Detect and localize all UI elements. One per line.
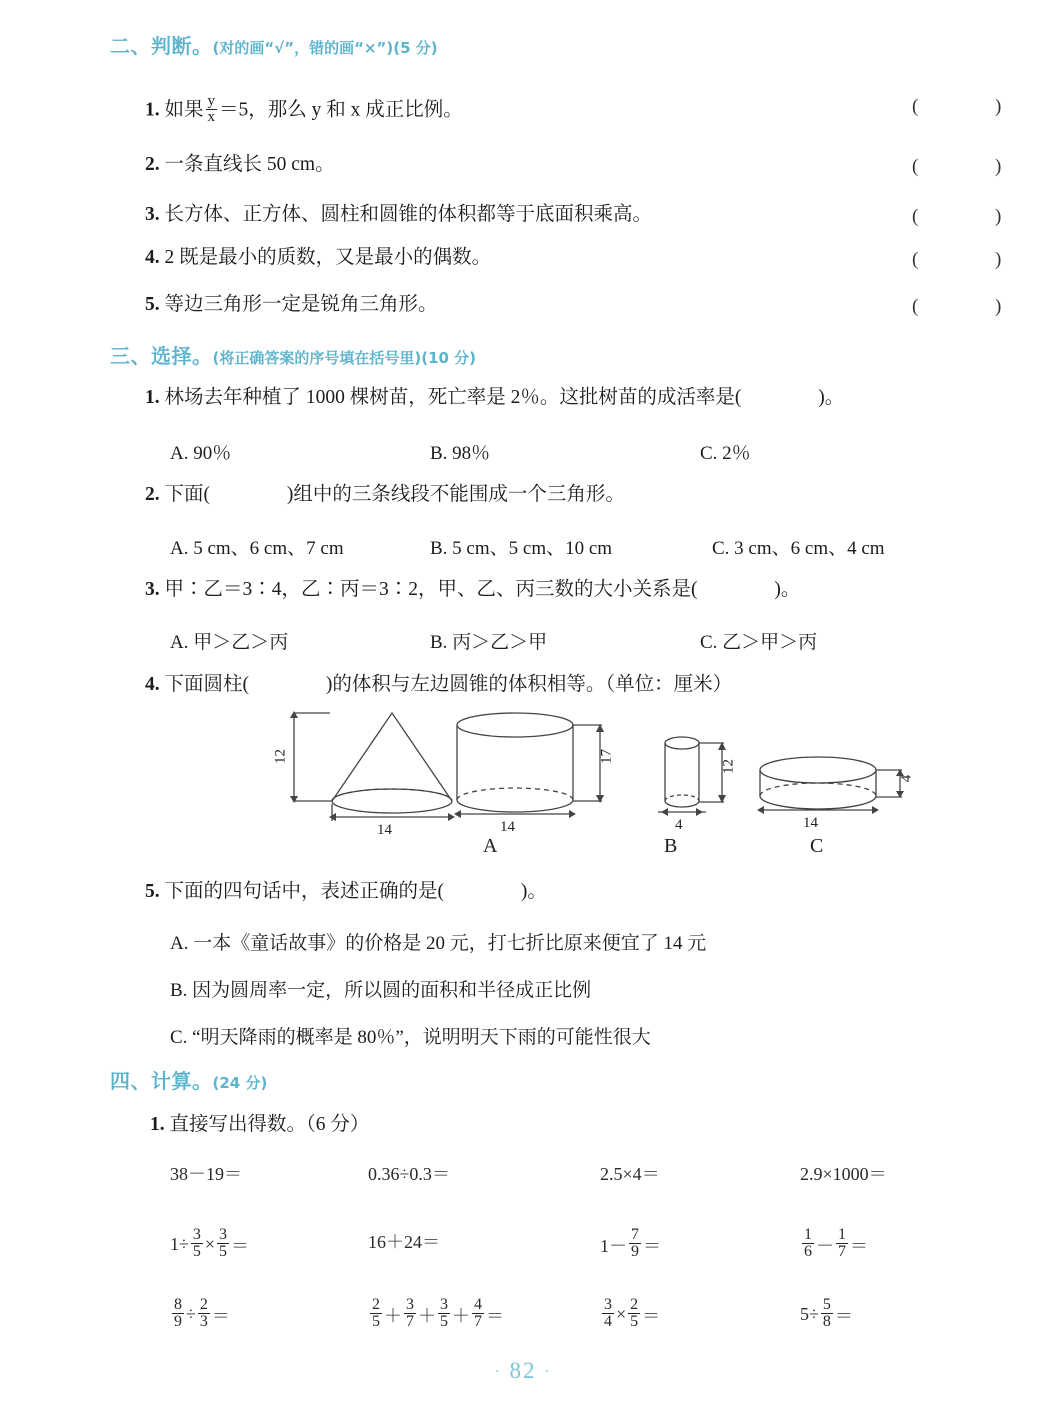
fraction-numerator: 2 (372, 1296, 380, 1313)
figure-label-c: C (810, 835, 824, 857)
section-note: (24 分) (212, 1074, 268, 1092)
answer-bracket-open-2[interactable]: ( (912, 156, 919, 177)
cylinderC-width-label: 14 (803, 815, 818, 831)
choice-q3-option-a[interactable]: A. 甲＞乙＞丙 (170, 632, 289, 653)
question-number: 5. (145, 294, 160, 315)
fraction-denominator: 5 (440, 1313, 448, 1331)
question-number: 1. (150, 1114, 165, 1135)
fraction (172, 1297, 184, 1331)
answer-bracket-close-1[interactable]: ) (995, 96, 1002, 117)
calc-expression-r1-c4[interactable] (800, 1160, 887, 1186)
fraction-numerator: 3 (604, 1296, 612, 1313)
calc-text: ＝ (231, 1235, 250, 1256)
calc-text: ＝ (643, 1235, 661, 1256)
question-number: 4. (145, 674, 160, 695)
calc-expression-r2-c2[interactable] (368, 1228, 440, 1254)
fraction-numerator: 3 (440, 1296, 448, 1313)
solid-figures-group (270, 700, 930, 870)
fraction-denominator: x (207, 109, 216, 126)
cylinderB-height-label: 12 (720, 759, 737, 774)
section-note: (将正确答案的序号填在括号里)(10 分) (212, 349, 477, 367)
answer-bracket-open-5[interactable]: ( (912, 296, 919, 317)
fraction (821, 1297, 833, 1331)
judge-question-1 (145, 95, 463, 127)
fraction (628, 1297, 640, 1331)
fraction-numerator: 4 (474, 1296, 482, 1313)
calc-text: × (616, 1304, 627, 1325)
cone-height-label: 12 (272, 749, 289, 764)
fraction (198, 1297, 210, 1331)
cone-width-label: 14 (377, 822, 392, 838)
section-note: (对的画“√”，错的画“×”)(5 分) (212, 39, 438, 57)
calc-expression-r3-c1[interactable] (170, 1298, 230, 1332)
fraction-denominator: 9 (631, 1243, 639, 1261)
footer-dot-right: · (544, 1364, 552, 1381)
fraction-denominator: 5 (192, 1243, 201, 1261)
question-text: 长方体、正方体、圆柱和圆锥的体积都等于底面积乘高。 (164, 204, 653, 225)
fraction-denominator: 5 (219, 1243, 228, 1261)
fraction-numerator: 3 (219, 1226, 228, 1243)
fraction-numerator: 7 (631, 1226, 639, 1243)
answer-bracket-open-4[interactable]: ( (912, 249, 919, 270)
footer-dot-left: · (494, 1364, 502, 1381)
question-stem-tail: )。 (818, 387, 845, 408)
calc-text: ＋ (452, 1305, 470, 1326)
calc-subsection-1 (150, 1115, 369, 1135)
question-stem-tail: )组中的三条线段不能围成一个三角形。 (286, 484, 625, 505)
answer-bracket-close-5[interactable]: ) (995, 296, 1002, 317)
calc-text: ＝ (642, 1305, 661, 1326)
fraction-denominator: 9 (174, 1313, 182, 1331)
choice-question-2 (145, 485, 625, 505)
section-number: 二、 (110, 34, 151, 58)
fraction (802, 1227, 814, 1261)
answer-bracket-open-3[interactable]: ( (912, 206, 919, 227)
fraction-y-over-x (206, 94, 218, 126)
fraction-numerator: 8 (174, 1296, 182, 1313)
calc-text: 0.36÷0.3＝ (368, 1164, 450, 1184)
fraction-numerator: 1 (804, 1226, 812, 1243)
choice-q1-option-b[interactable]: B. 98％ (430, 443, 491, 464)
question-text: 直接写出得数。（6 分） (169, 1114, 370, 1135)
fraction-denominator: 5 (630, 1313, 639, 1331)
question-number: 3. (145, 204, 160, 225)
question-text: 一条直线长 50 cm。 (164, 154, 335, 175)
calc-text: 16＋24＝ (368, 1232, 440, 1252)
answer-bracket-close-2[interactable]: ) (995, 156, 1002, 177)
calc-text: ÷ (186, 1304, 196, 1325)
answer-bracket-open-1[interactable]: ( (912, 96, 919, 117)
question-text: 等边三角形一定是锐角三角形。 (164, 294, 438, 315)
judge-question-5 (145, 295, 438, 315)
fraction-denominator: 8 (822, 1313, 831, 1331)
choice-question-4 (145, 675, 732, 695)
fraction-denominator: 7 (838, 1243, 846, 1261)
fraction-denominator: 6 (804, 1243, 812, 1261)
fraction (629, 1227, 641, 1261)
fraction-numerator: 2 (630, 1296, 639, 1313)
fraction (191, 1227, 203, 1261)
cylinderB-width-label: 4 (675, 817, 683, 833)
question-number: 3. (145, 579, 160, 600)
calc-text: 38－19＝ (170, 1164, 242, 1184)
choice-q3-option-c[interactable]: C. 乙＞甲＞丙 (700, 632, 818, 653)
choice-q1-option-a[interactable]: A. 90％ (170, 443, 232, 464)
calc-expression-r2-c3[interactable] (600, 1228, 661, 1262)
choice-q2-option-a[interactable]: A. 5 cm、6 cm、7 cm (170, 538, 344, 559)
question-stem: 下面圆柱( (164, 674, 249, 695)
choice-question-3 (145, 580, 800, 600)
fraction-numerator: 1 (838, 1226, 846, 1243)
judge-question-2 (145, 155, 335, 175)
calc-text: 2.5×4＝ (600, 1164, 660, 1184)
fraction (438, 1297, 450, 1331)
question-stem-tail: )的体积与左边圆锥的体积相等。（单位：厘米） (325, 674, 733, 695)
question-number: 1. (145, 387, 160, 408)
choice-q3-option-b[interactable]: B. 丙＞乙＞甲 (430, 632, 548, 653)
figures-svg (270, 700, 930, 870)
fraction-numerator: 5 (822, 1296, 831, 1313)
calc-text: ＝ (834, 1305, 853, 1326)
calc-text: 2.9×1000＝ (800, 1164, 887, 1184)
calc-text: ＝ (850, 1235, 868, 1256)
choice-question-1 (145, 388, 844, 408)
cylinderC-height-label: 4 (898, 774, 915, 783)
answer-bracket-close-4[interactable]: ) (995, 249, 1002, 270)
question-stem-tail: )。 (520, 881, 547, 902)
question-stem: 甲∶乙＝3∶4，乙∶丙＝3∶2，甲、乙、丙三数的大小关系是( (164, 579, 698, 600)
calc-text: 5÷ (800, 1304, 819, 1325)
calc-text: 1－ (600, 1235, 627, 1256)
question-number: 4. (145, 247, 160, 268)
section-heading-calc (110, 1065, 267, 1094)
judge-question-3 (145, 205, 652, 225)
question-number: 5. (145, 881, 160, 902)
section-number: 三、 (110, 344, 151, 368)
figure-label-a: A (483, 835, 498, 857)
section-title: 判断。 (151, 34, 213, 58)
choice-question-5 (145, 882, 547, 902)
fraction-denominator: 4 (604, 1313, 612, 1331)
question-number: 2. (145, 484, 160, 505)
fraction (472, 1297, 484, 1331)
fraction-denominator: 7 (474, 1313, 482, 1331)
fraction (404, 1297, 416, 1331)
choice-q5-option-a[interactable]: A. 一本《童话故事》的价格是 20 元，打七折比原来便宜了 14 元 (170, 933, 707, 954)
question-number: 1. (145, 99, 160, 121)
fraction (370, 1297, 382, 1331)
question-stem: 下面的四句话中，表述正确的是( (164, 881, 444, 902)
calc-expression-r3-c3[interactable] (600, 1298, 660, 1332)
question-stem: 下面( (164, 484, 210, 505)
question-stem: 林场去年种植了 1000 棵树苗，死亡率是 2％。这批树苗的成活率是( (164, 387, 742, 408)
question-text-pre: 如果 (164, 99, 204, 121)
calc-expression-r3-c4[interactable] (800, 1298, 853, 1332)
choice-q2-option-c[interactable]: C. 3 cm、6 cm、4 cm (712, 538, 885, 559)
question-text-post: ＝5，那么 y 和 x 成正比例。 (219, 99, 463, 121)
calc-text: － (816, 1235, 834, 1256)
choice-q2-option-b[interactable]: B. 5 cm、5 cm、10 cm (430, 538, 613, 559)
figure-label-b: B (664, 835, 678, 857)
fraction (602, 1297, 614, 1331)
fraction (217, 1227, 229, 1261)
cylinderA-height-label: 17 (598, 749, 615, 764)
question-number: 2. (145, 154, 160, 175)
calc-expression-r1-c2[interactable] (368, 1160, 450, 1186)
calc-expression-r2-c1[interactable] (170, 1228, 249, 1262)
calc-text: × (204, 1234, 216, 1255)
section-number: 四、 (110, 1069, 151, 1093)
answer-bracket-close-3[interactable]: ) (995, 206, 1002, 227)
page-number: 82 (509, 1358, 537, 1383)
calc-expression-r2-c4[interactable] (800, 1228, 868, 1262)
fraction-denominator: 5 (372, 1313, 380, 1331)
choice-q1-option-c[interactable]: C. 2％ (700, 443, 751, 464)
fraction-numerator: y (207, 93, 216, 109)
calc-text: ＝ (486, 1305, 504, 1326)
fraction-denominator: 7 (406, 1313, 414, 1331)
calc-expression-r1-c3[interactable] (600, 1160, 660, 1186)
calc-text: ＝ (211, 1305, 230, 1326)
calc-expression-r1-c1[interactable] (170, 1160, 242, 1186)
fraction-numerator: 2 (199, 1296, 208, 1313)
fraction-numerator: 3 (192, 1226, 201, 1243)
choice-q5-option-b[interactable]: B. 因为圆周率一定，所以圆的面积和半径成正比例 (170, 980, 592, 1001)
section-title: 选择。 (151, 344, 213, 368)
calc-text: 1÷ (170, 1234, 189, 1255)
section-heading-choice (110, 340, 476, 369)
section-heading-judge (110, 30, 438, 59)
page-footer (0, 1358, 1046, 1384)
cylinderA-width-label: 14 (500, 819, 515, 835)
fraction-denominator: 3 (199, 1313, 208, 1331)
calc-expression-r3-c2[interactable] (368, 1298, 504, 1332)
question-stem-tail: )。 (774, 579, 801, 600)
question-text: 2 既是最小的质数，又是最小的偶数。 (164, 247, 492, 268)
section-title: 计算。 (151, 1069, 213, 1093)
fraction-numerator: 3 (406, 1296, 414, 1313)
calc-text: ＋ (418, 1305, 436, 1326)
judge-question-4 (145, 248, 491, 268)
fraction (836, 1227, 848, 1261)
calc-text: ＋ (384, 1305, 402, 1326)
choice-q5-option-c[interactable]: C. “明天降雨的概率是 80％”，说明明天下雨的可能性很大 (170, 1027, 651, 1048)
